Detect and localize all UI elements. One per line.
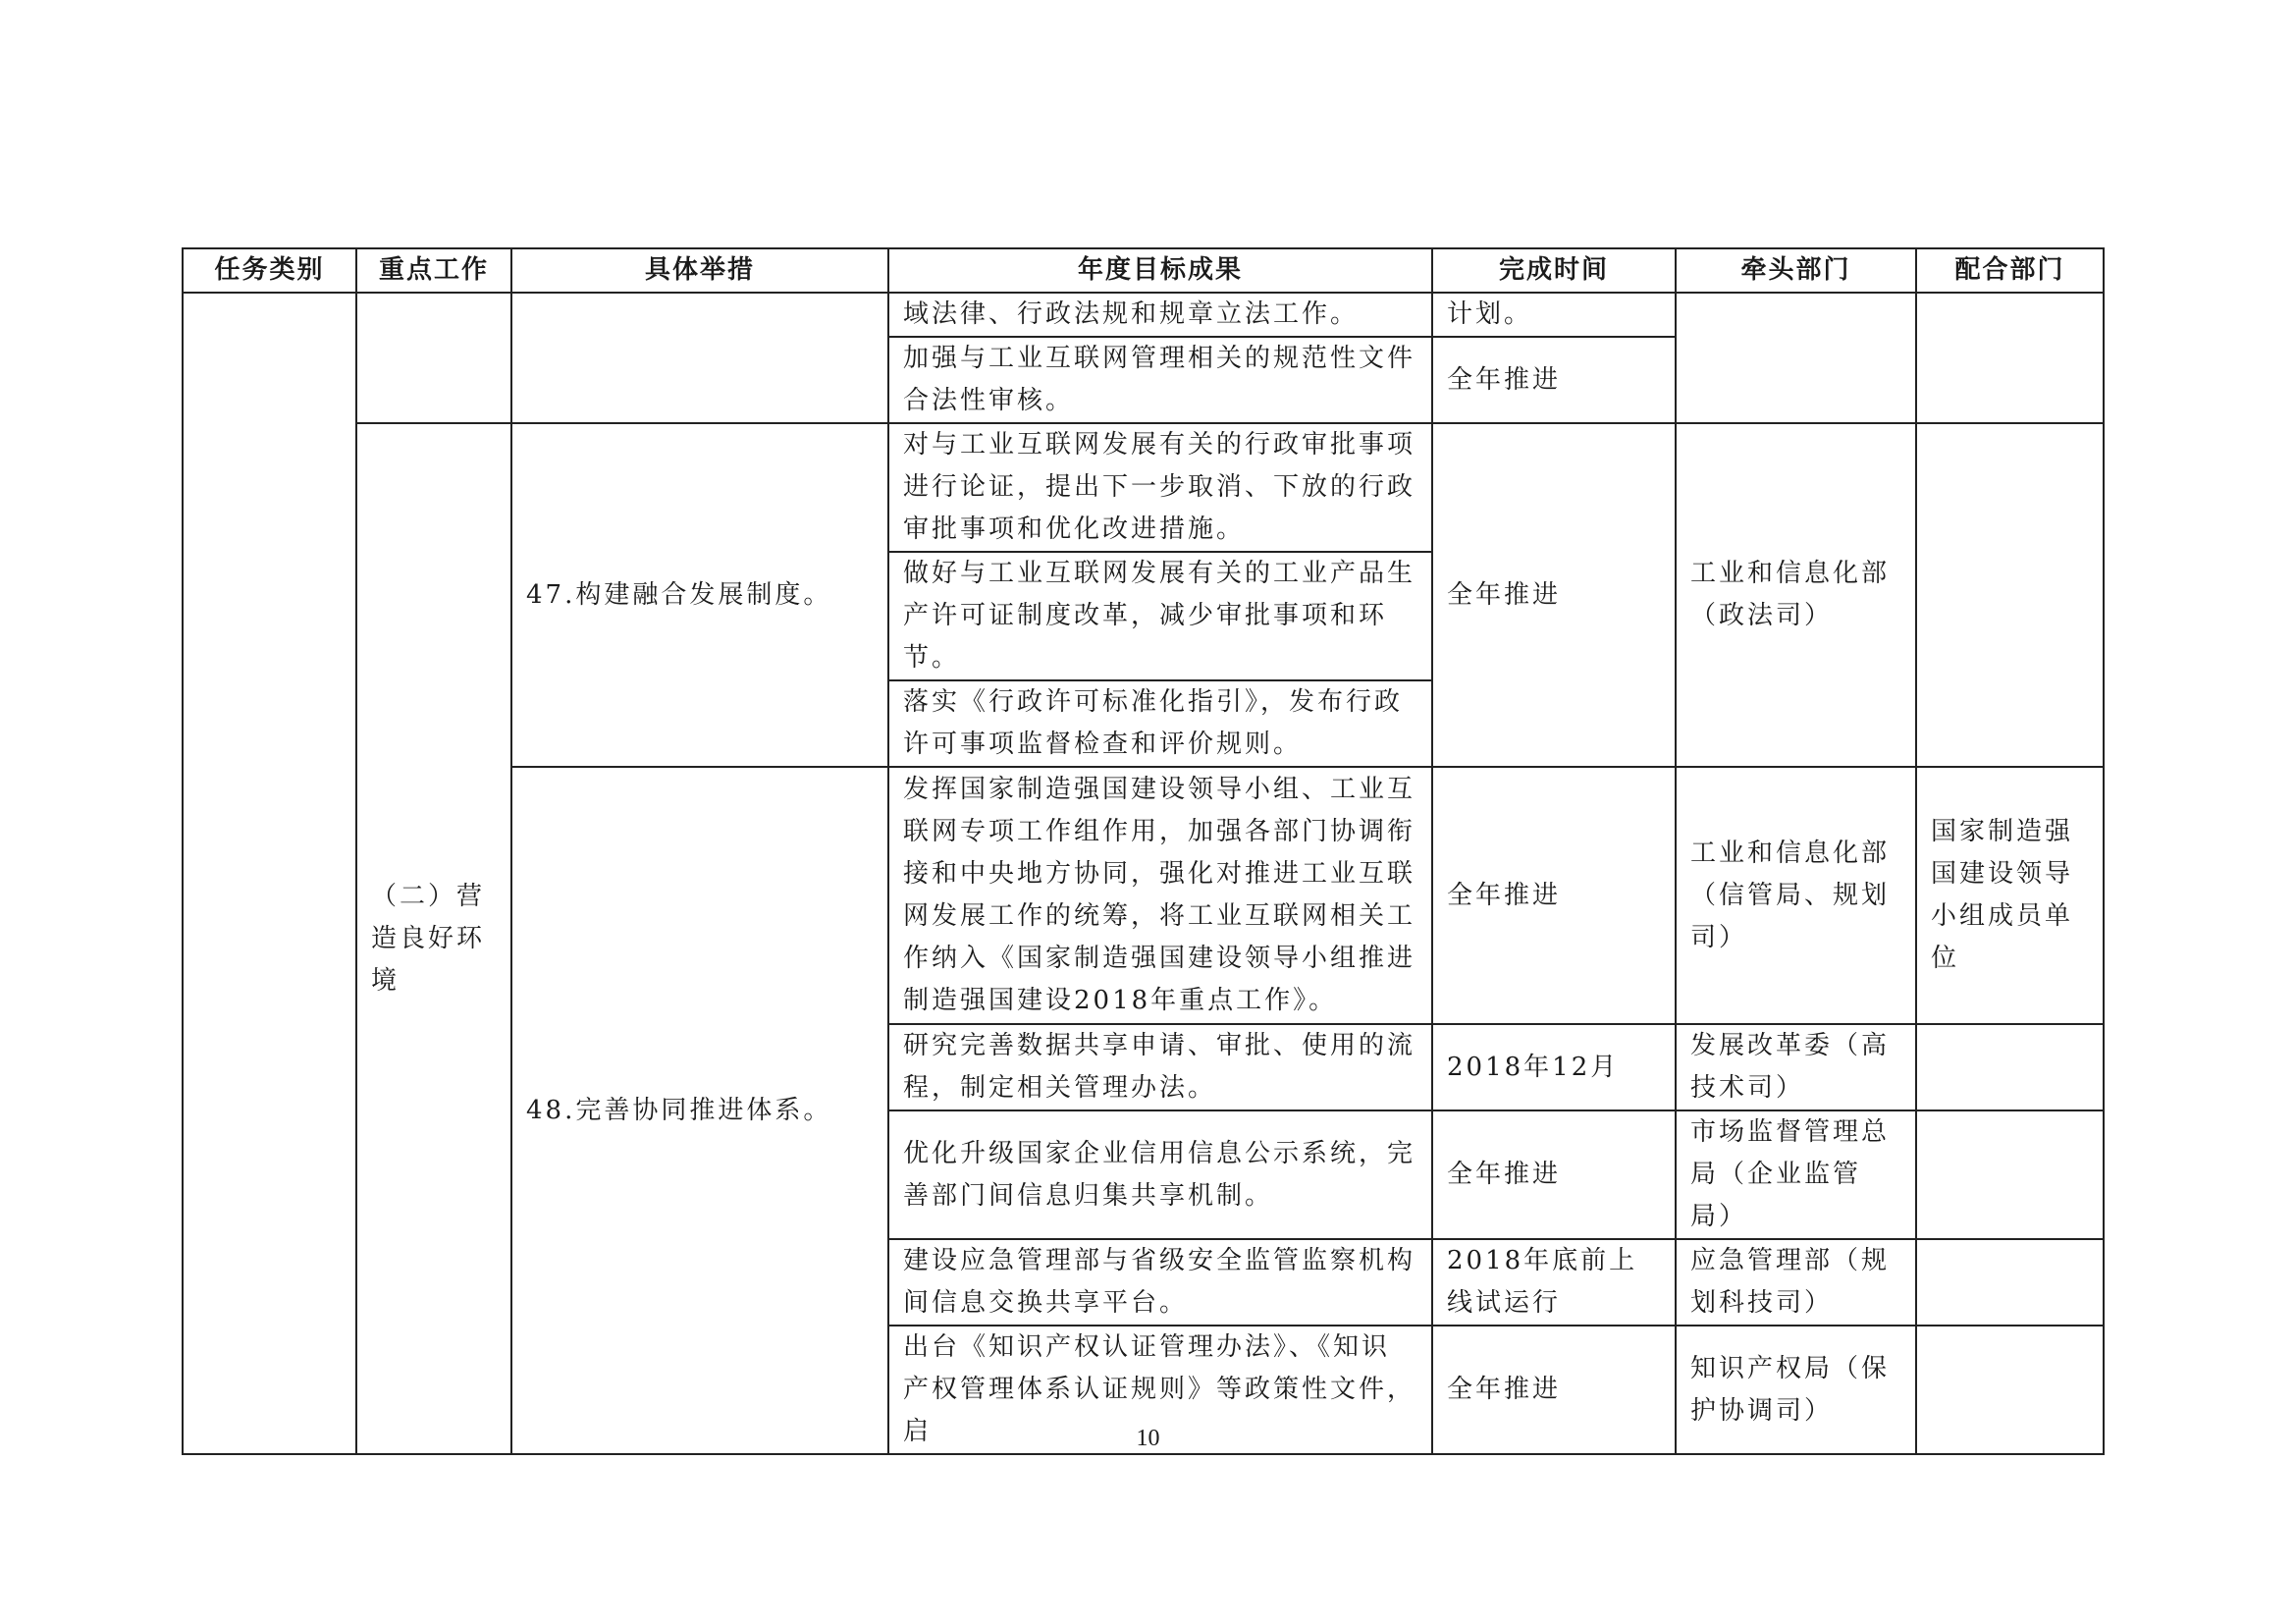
goal-cell: 加强与工业互联网管理相关的规范性文件合法性审核。 bbox=[888, 337, 1432, 423]
key-work-cell-top bbox=[356, 293, 511, 423]
time-cell: 计划。 bbox=[1432, 293, 1676, 337]
time-cell: 全年推进 bbox=[1432, 1110, 1676, 1239]
goal-cell: 做好与工业互联网发展有关的工业产品生产许可证制度改革，减少审批事项和环节。 bbox=[888, 552, 1432, 680]
measure-cell-top bbox=[511, 293, 888, 423]
table-row bbox=[183, 423, 2104, 552]
goal-cell: 对与工业互联网发展有关的行政审批事项进行论证，提出下一步取消、下放的行政审批事项和优化改进措施。 bbox=[888, 423, 1432, 552]
coop-dept-cell bbox=[1916, 1110, 2104, 1239]
header-task-category: 任务类别 bbox=[183, 248, 356, 293]
coop-dept-cell: 国家制造强国建设领导小组成员单位 bbox=[1916, 767, 2104, 1024]
header-measures: 具体举措 bbox=[511, 248, 888, 293]
measure-cell-48: 48.完善协同推进体系。 bbox=[511, 767, 888, 1454]
key-work-cell: （二）营造良好环境 bbox=[356, 423, 511, 1454]
time-cell: 全年推进 bbox=[1432, 1326, 1676, 1454]
time-cell: 全年推进 bbox=[1432, 337, 1676, 423]
header-annual-goals: 年度目标成果 bbox=[888, 248, 1432, 293]
goal-cell: 落实《行政许可标准化指引》，发布行政许可事项监督检查和评价规则。 bbox=[888, 680, 1432, 767]
goal-cell: 优化升级国家企业信用信息公示系统，完善部门间信息归集共享机制。 bbox=[888, 1110, 1432, 1239]
time-cell: 2018年底前上线试运行 bbox=[1432, 1239, 1676, 1326]
goal-cell: 建设应急管理部与省级安全监管监察机构间信息交换共享平台。 bbox=[888, 1239, 1432, 1326]
header-cooperating-department: 配合部门 bbox=[1916, 248, 2104, 293]
lead-dept-cell-top bbox=[1676, 293, 1916, 423]
lead-dept-cell-47: 工业和信息化部（政法司） bbox=[1676, 423, 1916, 767]
coop-dept-cell-top bbox=[1916, 293, 2104, 423]
table-row bbox=[183, 293, 2104, 337]
time-cell: 2018年12月 bbox=[1432, 1024, 1676, 1110]
time-cell: 全年推进 bbox=[1432, 767, 1676, 1024]
goal-cell: 研究完善数据共享申请、审批、使用的流程，制定相关管理办法。 bbox=[888, 1024, 1432, 1110]
lead-dept-cell: 工业和信息化部（信管局、规划司） bbox=[1676, 767, 1916, 1024]
task-table bbox=[182, 247, 2105, 1455]
page-number: 10 bbox=[1136, 1426, 1160, 1451]
time-cell-47: 全年推进 bbox=[1432, 423, 1676, 767]
goal-cell: 发挥国家制造强国建设领导小组、工业互联网专项工作组作用，加强各部门协调衔接和中央地方协同，强化对推进工业互联网发展工作的统筹，将工业互联网相关工作纳入《国家制造强国建设领导小组推进制造强国建设2018年重点工作》。 bbox=[888, 767, 1432, 1024]
lead-dept-cell: 知识产权局（保护协调司） bbox=[1676, 1326, 1916, 1454]
goal-cell: 出台《知识产权认证管理办法》、《知识产权管理体系认证规则》等政策性文件，启 bbox=[888, 1326, 1432, 1454]
coop-dept-cell-47 bbox=[1916, 423, 2104, 767]
lead-dept-cell: 发展改革委（高技术司） bbox=[1676, 1024, 1916, 1110]
lead-dept-cell: 应急管理部（规划科技司） bbox=[1676, 1239, 1916, 1326]
measure-cell-47: 47.构建融合发展制度。 bbox=[511, 423, 888, 767]
header-key-work: 重点工作 bbox=[356, 248, 511, 293]
coop-dept-cell bbox=[1916, 1024, 2104, 1110]
task-category-cell bbox=[183, 293, 356, 1454]
header-lead-department: 牵头部门 bbox=[1676, 248, 1916, 293]
goal-cell: 域法律、行政法规和规章立法工作。 bbox=[888, 293, 1432, 337]
lead-dept-cell: 市场监督管理总局（企业监管局） bbox=[1676, 1110, 1916, 1239]
coop-dept-cell bbox=[1916, 1239, 2104, 1326]
table-header-row bbox=[183, 248, 2104, 293]
header-completion-time: 完成时间 bbox=[1432, 248, 1676, 293]
